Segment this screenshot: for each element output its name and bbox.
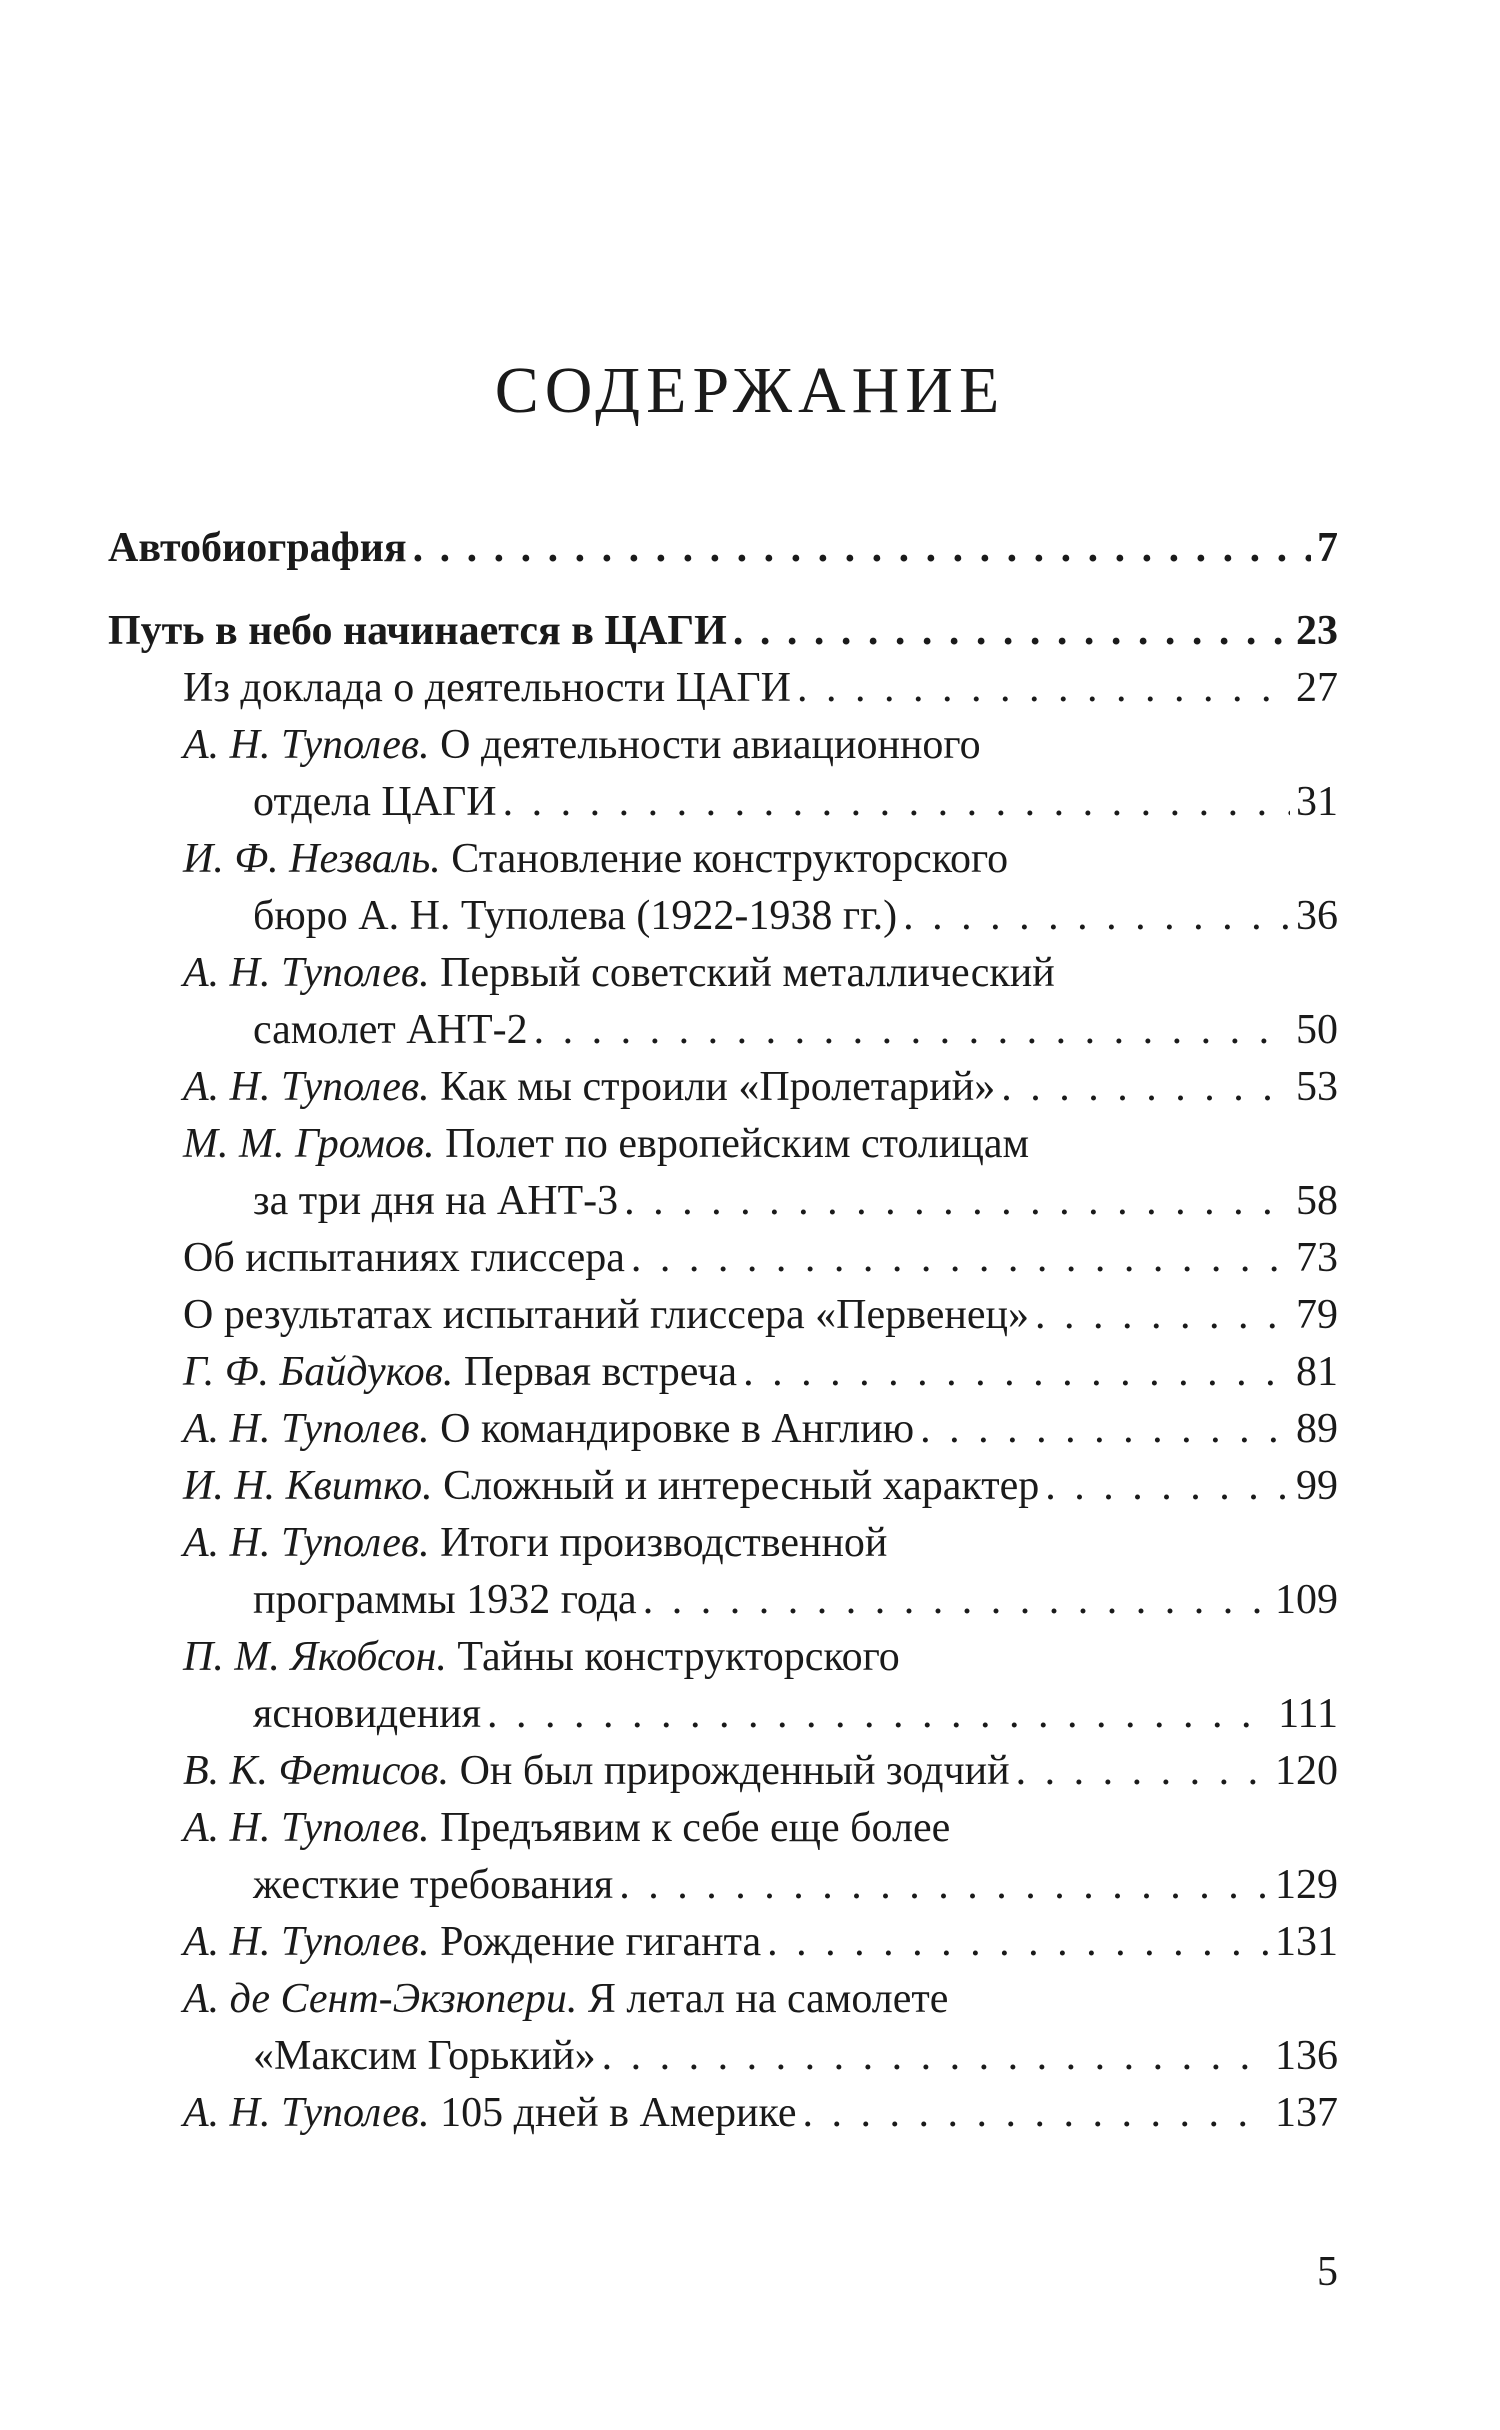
toc-line: [108, 1800, 1338, 1857]
toc-title: Тайны конструкторского: [446, 1634, 900, 1680]
toc-title: Как мы строили «Пролетарий»: [429, 1064, 996, 1110]
toc-line: [108, 831, 1338, 888]
toc-title: «Максим Горький»: [253, 2033, 596, 2079]
toc-entry: [108, 1914, 1338, 1971]
toc-line: [108, 888, 1338, 945]
toc-title: Первая встреча: [453, 1349, 738, 1395]
toc-line: [108, 2085, 1338, 2142]
toc-part: [108, 603, 1338, 660]
toc-author: А. де Сент-Экзюпери.: [183, 1976, 578, 2022]
toc-author: М. М. Громов.: [183, 1121, 435, 1167]
dot-leader: [743, 1344, 1290, 1401]
toc-page-number: 27: [1296, 665, 1338, 711]
toc-line: [108, 774, 1338, 831]
toc-line: [108, 660, 1338, 717]
dot-leader: [602, 2028, 1269, 2085]
toc-page-number: 31: [1296, 779, 1338, 825]
page-number: 5: [1317, 2249, 1338, 2295]
toc-title: программы 1932 года: [253, 1577, 637, 1623]
toc-title: Я летал на самолете: [577, 1976, 949, 2022]
dot-leader: [619, 1857, 1269, 1914]
toc-title: О результатах испытаний глиссера «Первенец»: [183, 1292, 1029, 1338]
toc-title: Путь в небо начинается в ЦАГИ: [108, 608, 727, 654]
toc-author: П. М. Якобсон.: [183, 1634, 447, 1680]
toc-author: А. Н. Туполев.: [183, 2090, 430, 2136]
toc-page-number: 53: [1296, 1064, 1338, 1110]
toc-entry: [108, 1287, 1338, 1344]
toc-page-number: 109: [1275, 1577, 1338, 1623]
dot-leader: [534, 1002, 1290, 1059]
toc-page-number: 137: [1275, 2090, 1338, 2136]
toc-line: [108, 1686, 1338, 1743]
toc-line: [108, 520, 1338, 577]
toc-author: А. Н. Туполев.: [183, 1919, 430, 1965]
toc-page-number: 120: [1275, 1748, 1338, 1794]
toc-entry: [108, 1458, 1338, 1515]
toc-author: А. Н. Туполев.: [183, 1805, 430, 1851]
page-title: СОДЕРЖАНИЕ: [494, 354, 1006, 427]
toc-line: [108, 1743, 1338, 1800]
toc-page-number: 131: [1275, 1919, 1338, 1965]
toc-page-number: 50: [1296, 1007, 1338, 1053]
toc-title: 105 дней в Америке: [429, 2090, 797, 2136]
toc-entry: [108, 1971, 1338, 2085]
toc-author: А. Н. Туполев.: [183, 722, 430, 768]
toc-line: [108, 1572, 1338, 1629]
dot-leader: [920, 1401, 1290, 1458]
toc-entry: [108, 1743, 1338, 1800]
dot-leader: [803, 2085, 1270, 2142]
toc-line: [108, 1857, 1338, 1914]
toc-line: [108, 1116, 1338, 1173]
toc-line: [108, 1287, 1338, 1344]
toc-page-number: 136: [1275, 2033, 1338, 2079]
toc-line: [108, 1971, 1338, 2028]
toc-page-number: 73: [1296, 1235, 1338, 1281]
toc-line: [108, 1002, 1338, 1059]
toc-line: [108, 1629, 1338, 1686]
toc-page-number: 111: [1278, 1691, 1338, 1737]
toc-page-number: 58: [1296, 1178, 1338, 1224]
toc-author: И. Ф. Незваль.: [183, 836, 441, 882]
dot-leader: [631, 1230, 1290, 1287]
toc-title: Автобиография: [108, 525, 407, 571]
toc-entry: [108, 2085, 1338, 2142]
dot-leader: [487, 1686, 1272, 1743]
toc-line: [108, 1458, 1338, 1515]
dot-leader: [1001, 1059, 1290, 1116]
toc-title: Из доклада о деятельности ЦАГИ: [183, 665, 792, 711]
toc-line: [108, 1344, 1338, 1401]
toc-line: [108, 603, 1338, 660]
toc-title: Рождение гиганта: [429, 1919, 762, 1965]
dot-leader: [643, 1572, 1269, 1629]
toc-line: [108, 945, 1338, 1002]
dot-leader: [797, 660, 1290, 717]
toc-entry: [108, 1401, 1338, 1458]
dot-leader: [1016, 1743, 1269, 1800]
toc-title: бюро А. Н. Туполева (1922-1938 гг.): [253, 893, 898, 939]
toc-page-number: 36: [1296, 893, 1338, 939]
toc-author: А. Н. Туполев.: [183, 1520, 430, 1566]
toc-page-number: 81: [1296, 1349, 1338, 1395]
dot-leader: [503, 774, 1290, 831]
toc-entry: [108, 831, 1338, 945]
toc-title: О деятельности авиационного: [429, 722, 981, 768]
toc-entry: [108, 1629, 1338, 1743]
toc-title: Предъявим к себе еще более: [429, 1805, 951, 1851]
toc-page-number: 89: [1296, 1406, 1338, 1452]
toc-line: [108, 717, 1338, 774]
toc-title: О командировке в Англию: [429, 1406, 915, 1452]
toc-title: самолет АНТ-2: [253, 1007, 528, 1053]
toc-line: [108, 1230, 1338, 1287]
dot-leader: [733, 603, 1290, 660]
toc-line: [108, 1173, 1338, 1230]
toc-page-number: 23: [1296, 608, 1338, 654]
toc-title: Становление конструкторского: [440, 836, 1009, 882]
toc-page-number: 99: [1296, 1463, 1338, 1509]
toc-entry: [108, 1059, 1338, 1116]
toc-page-number: 129: [1275, 1862, 1338, 1908]
toc-page-number: 7: [1317, 525, 1338, 571]
toc-author: А. Н. Туполев.: [183, 1064, 430, 1110]
toc-entry: [108, 1230, 1338, 1287]
toc-entry: [108, 1344, 1338, 1401]
toc-author: А. Н. Туполев.: [183, 1406, 430, 1452]
toc-title: Полет по европейским столицам: [434, 1121, 1030, 1167]
toc-entry: [108, 1116, 1338, 1230]
toc-entry: [108, 660, 1338, 717]
toc-title: Итоги производственной: [429, 1520, 888, 1566]
dot-leader: [1035, 1287, 1290, 1344]
toc-entry: [108, 717, 1338, 831]
toc-author: И. Н. Квитко.: [183, 1463, 433, 1509]
toc-line: [108, 1515, 1338, 1572]
toc-line: [108, 1401, 1338, 1458]
toc-title: отдела ЦАГИ: [253, 779, 497, 825]
table-of-contents: [108, 520, 1338, 2142]
toc-title: за три дня на АНТ-3: [253, 1178, 619, 1224]
toc-entry: [108, 1515, 1338, 1629]
toc-line: [108, 2028, 1338, 2085]
toc-part: [108, 520, 1338, 577]
dot-leader: [413, 520, 1311, 577]
toc-title: Он был прирожденный зодчий: [449, 1748, 1010, 1794]
dot-leader: [624, 1173, 1290, 1230]
toc-title: Сложный и интересный характер: [432, 1463, 1040, 1509]
toc-entry: [108, 945, 1338, 1059]
toc-line: [108, 1914, 1338, 1971]
toc-title: ясновидения: [253, 1691, 482, 1737]
toc-title: Первый советский металлический: [429, 950, 1055, 996]
toc-author: А. Н. Туполев.: [183, 950, 430, 996]
toc-page-number: 79: [1296, 1292, 1338, 1338]
dot-leader: [1045, 1458, 1290, 1515]
toc-line: [108, 1059, 1338, 1116]
toc-author: Г. Ф. Байдуков.: [183, 1349, 454, 1395]
dot-leader: [903, 888, 1290, 945]
toc-entry: [108, 1800, 1338, 1914]
toc-title: Об испытаниях глиссера: [183, 1235, 625, 1281]
toc-author: В. К. Фетисов.: [183, 1748, 450, 1794]
toc-title: жесткие требования: [253, 1862, 614, 1908]
dot-leader: [767, 1914, 1269, 1971]
